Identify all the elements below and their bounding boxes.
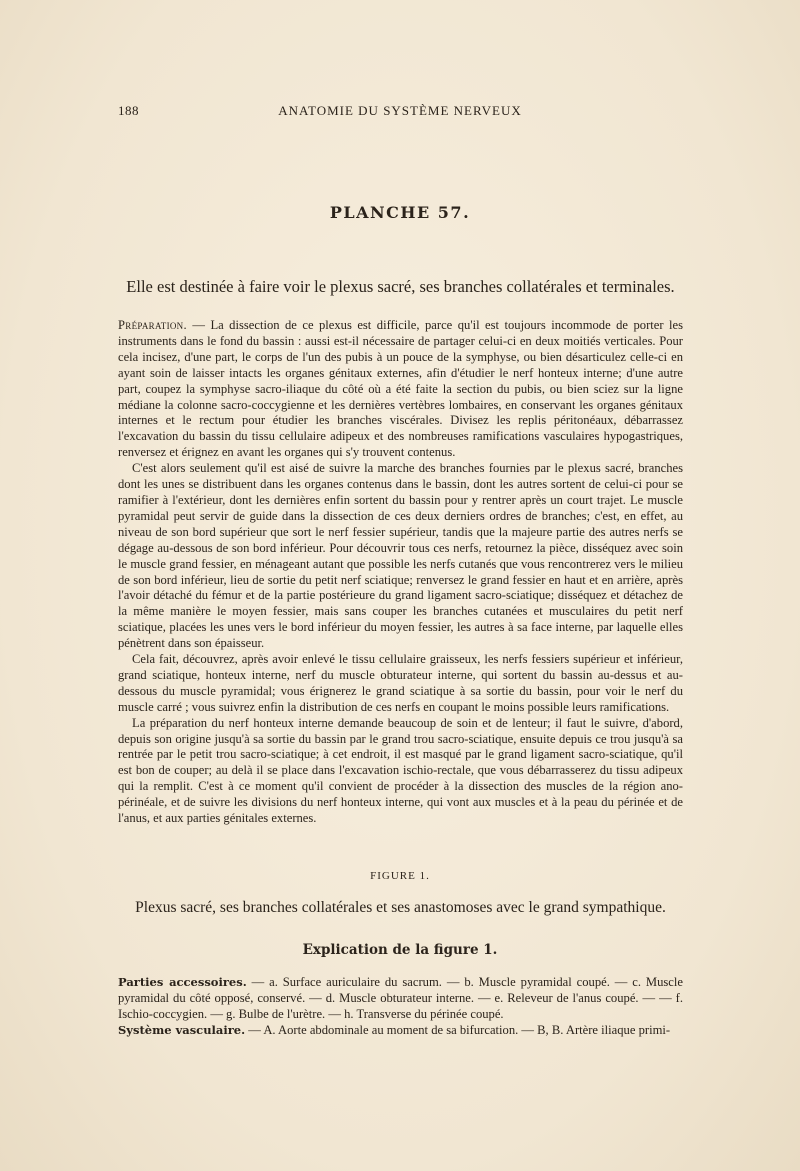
page-header <box>118 103 682 121</box>
paragraph: C'est alors seulement qu'il est aisé de suivre la marche des branches fournies par le plexus sacré, branches dont les unes se distribuent dans les organes contenus dans le bassin, dont les autres sortent de celui-ci pour se ramifier à l'extérieur, dont les dernières enfin sortent du bassin pour y rentrer après un court trajet. Le muscle pyramidal peut servir de guide dans la dissection de ces deux derniers ordres de branches; c'est, en effet, au niveau de son bord supérieur que sort le nerf fessier supérieur, tandis que la majeure partie des autres nerfs se dégage au-dessous de son bord inférieur. Pour découvrir tous ces nerfs, retournez la pièce, disséquez avec soin le muscle grand fessier, en ménageant autant que possible les nerfs cutanés que vous rencontrerez vers le milieu de son bord inférieur, lieu de sortie du petit nerf sciatique; renversez le grand fessier en haut et en arrière, après l'avoir détaché du fémur et de la partie postérieure du grand ligament sacro-sciatique; disséquez et détachez de la même manière le moyen fessier, mais sans couper les branches cutanées et musculaires du petit nerf sciatique, placées les unes vers le bord inférieur du moyen fessier, les autres à sa face interne, par laquelle elles pénètrent dans son épaisseur. <box>118 461 683 651</box>
figure-label: FIGURE 1. <box>370 870 430 882</box>
paragraph-preparation <box>118 318 683 461</box>
paragraph-text: — La dissection de ce plexus est difficile, parce qu'il est toujours incommode de porter les instruments dans le fond du bassin : aussi est-il nécessaire de partager celui-ci en deux moitiés verticales. Pour cela incisez, d'une part, le corps de l'un des pubis à un pouce de la symphyse, ou bien désarticulez celle-ci en ayant soin de laisser intacts les organes génitaux externes, afin d'étudier le nerf honteux interne; d'une autre part, coupez la symphyse sacro-iliaque du côté où a été faite la section du pubis, ou bien sciez sur la ligne médiane la colonne sacro-coccygienne et les dernières vertèbres lombaires, en conservant les organes génitaux internes et le rectum pour étudier les branches viscérales. Divisez les replis péritonéaux, débarrassez l'excavation du bassin du tissu cellulaire adipeux et des nombreuses ramifications vasculaires hypogastriques, renversez et érignez en avant les organes qui s'y trouvent contenus. <box>118 318 683 460</box>
body-text <box>118 318 683 827</box>
plate-subtitle: Elle est destinée à faire voir le plexus sacré, ses branches collatérales et terminales. <box>126 277 675 296</box>
paragraph: La préparation du nerf honteux interne demande beaucoup de soin et de lenteur; il faut le suivre, d'abord, depuis son origine jusqu'à sa sortie du bassin par le grand trou sacro-sciatique, ensuite depuis ce trou jusqu'à sa rentrée par le petit trou sacro-sciatique; à cet endroit, il est masqué par le grand ligament sacro-sciatique, qu'il est bon de couper; au delà il se place dans l'excavation ischio-rectale, que vous débarrasserez du tissu adipeux qui la remplit. C'est à ce moment qu'il convient de procéder à la dissection des muscles de la région ano-périnéale, et de suivre les divisions du nerf honteux interne, qui vont aux muscles et à la peau du périnée et de l'anus, et aux parties génitales externes. <box>118 715 683 826</box>
legend-heading-vascular: Système vasculaire. <box>118 1023 246 1037</box>
legend-heading-accessory: Parties accessoires. <box>118 975 247 989</box>
figure-title: Plexus sacré, ses branches collatérales et ses anastomoses avec le grand sympathique. <box>135 899 666 916</box>
explication-title: Explication de la figure 1. <box>302 942 498 958</box>
legend-text-accessory: — a. Surface auriculaire du sacrum. — b. Muscle pyramidal coupé. — c. Muscle pyramidal du côté opposé, conservé. — d. Muscle obturateur interne. — e. Releveur de l'anus coupé. — — f. Ischio-coccygien. — g. Bulbe de l'urètre. — h. Transverse du périnée coupé. <box>118 975 683 1021</box>
page-number: 188 <box>118 103 139 118</box>
figure-legend <box>118 974 683 1038</box>
running-head: ANATOMIE DU SYSTÈME NERVEUX <box>278 103 522 118</box>
legend-accessory <box>118 974 683 1022</box>
legend-vascular <box>118 1022 683 1038</box>
legend-text-vascular: — A. Aorte abdominale au moment de sa bifurcation. — B, B. Artère iliaque primi- <box>245 1023 671 1037</box>
plate-title: PLANCHE 57. <box>329 203 471 222</box>
paragraph: Cela fait, découvrez, après avoir enlevé le tissu cellulaire graisseux, les nerfs fessiers supérieur et inférieur, grand sciatique, honteux interne, nerf du muscle obturateur interne, qui sortent du bassin au-dessus et au-dessous du muscle pyramidal; vous érignerez le grand sciatique à sa sortie du bassin, pour voir le nerf du muscle carré ; vous suivrez enfin la distribution de ces nerfs en coupant le moins possible leurs ramifications. <box>118 652 683 714</box>
preparation-label: Préparation. <box>118 318 187 332</box>
